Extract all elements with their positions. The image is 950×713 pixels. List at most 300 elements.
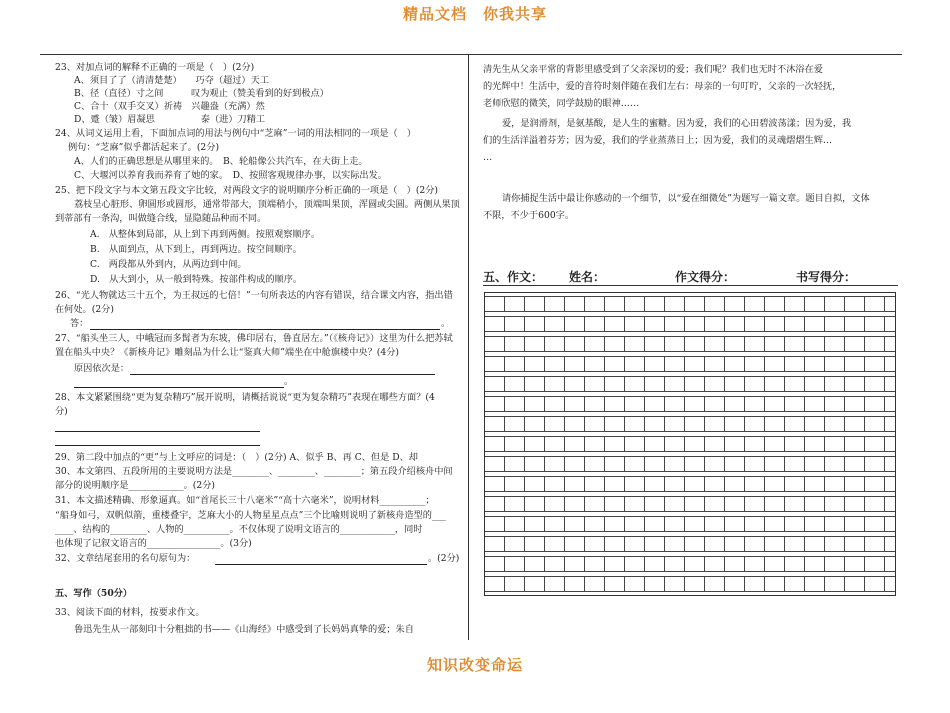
grid-cell[interactable] — [585, 297, 605, 311]
grid-cell[interactable] — [725, 377, 745, 391]
grid-cell[interactable] — [565, 397, 585, 411]
grid-cell[interactable] — [845, 437, 865, 451]
grid-cell[interactable] — [645, 577, 665, 591]
grid-cell[interactable] — [625, 297, 645, 311]
grid-cell[interactable] — [525, 517, 545, 531]
grid-cell[interactable] — [785, 577, 805, 591]
grid-cell[interactable] — [565, 577, 585, 591]
grid-cell[interactable] — [625, 417, 645, 431]
grid-cell[interactable] — [825, 557, 845, 571]
grid-cell[interactable] — [685, 337, 705, 351]
grid-cell[interactable] — [825, 517, 845, 531]
grid-cell[interactable] — [845, 397, 865, 411]
grid-cell[interactable] — [565, 357, 585, 371]
grid-cell[interactable] — [745, 417, 765, 431]
grid-cell[interactable] — [545, 537, 565, 551]
grid-cell[interactable] — [765, 537, 785, 551]
grid-cell[interactable] — [785, 497, 805, 511]
grid-cell[interactable] — [725, 557, 745, 571]
grid-cell[interactable] — [705, 357, 725, 371]
grid-cell[interactable] — [825, 577, 845, 591]
grid-cell[interactable] — [605, 417, 625, 431]
grid-cell[interactable] — [805, 457, 825, 471]
grid-cell[interactable] — [845, 457, 865, 471]
grid-cell[interactable] — [825, 397, 845, 411]
grid-cell[interactable] — [745, 577, 765, 591]
grid-cell[interactable] — [705, 337, 725, 351]
grid-cell[interactable] — [545, 477, 565, 491]
grid-cell[interactable] — [765, 497, 785, 511]
grid-cell[interactable] — [745, 337, 765, 351]
grid-cell[interactable] — [505, 457, 525, 471]
grid-cell[interactable] — [585, 357, 605, 371]
grid-cell[interactable] — [665, 557, 685, 571]
answer-28-line-2[interactable] — [55, 436, 260, 446]
grid-cell[interactable] — [805, 377, 825, 391]
grid-cell[interactable] — [545, 577, 565, 591]
grid-cell[interactable] — [825, 417, 845, 431]
grid-cell[interactable] — [685, 557, 705, 571]
grid-cell[interactable] — [505, 337, 525, 351]
grid-cell[interactable] — [665, 497, 685, 511]
grid-cell[interactable] — [745, 357, 765, 371]
grid-cell[interactable] — [645, 477, 665, 491]
grid-cell[interactable] — [645, 317, 665, 331]
grid-cell[interactable] — [725, 297, 745, 311]
grid-cell[interactable] — [485, 457, 505, 471]
grid-cell[interactable] — [705, 437, 725, 451]
grid-cell[interactable] — [645, 457, 665, 471]
grid-cell[interactable] — [665, 377, 685, 391]
answer-28-line-1[interactable] — [55, 422, 260, 432]
grid-cell[interactable] — [525, 377, 545, 391]
grid-cell[interactable] — [545, 437, 565, 451]
grid-cell[interactable] — [625, 397, 645, 411]
grid-cell[interactable] — [765, 517, 785, 531]
name-label[interactable]: 姓名： — [569, 270, 606, 284]
grid-cell[interactable] — [605, 297, 625, 311]
grid-cell[interactable] — [565, 557, 585, 571]
grid-cell[interactable] — [485, 357, 505, 371]
grid-cell[interactable] — [645, 437, 665, 451]
grid-cell[interactable] — [845, 317, 865, 331]
grid-cell[interactable] — [785, 397, 805, 411]
grid-cell[interactable] — [645, 377, 665, 391]
grid-cell[interactable] — [585, 537, 605, 551]
grid-cell[interactable] — [725, 317, 745, 331]
grid-cell[interactable] — [665, 417, 685, 431]
grid-cell[interactable] — [765, 357, 785, 371]
grid-cell[interactable] — [665, 577, 685, 591]
grid-cell[interactable] — [565, 477, 585, 491]
grid-cell[interactable] — [865, 557, 885, 571]
grid-cell[interactable] — [645, 337, 665, 351]
grid-cell[interactable] — [825, 477, 845, 491]
grid-cell[interactable] — [705, 397, 725, 411]
grid-cell[interactable] — [525, 497, 545, 511]
grid-cell[interactable] — [805, 417, 825, 431]
grid-cell[interactable] — [565, 337, 585, 351]
grid-cell[interactable] — [785, 357, 805, 371]
grid-cell[interactable] — [565, 537, 585, 551]
grid-cell[interactable] — [785, 297, 805, 311]
grid-cell[interactable] — [725, 437, 745, 451]
grid-cell[interactable] — [705, 317, 725, 331]
grid-cell[interactable] — [845, 517, 865, 531]
grid-cell[interactable] — [865, 417, 885, 431]
grid-cell[interactable] — [725, 357, 745, 371]
grid-cell[interactable] — [845, 477, 865, 491]
grid-cell[interactable] — [865, 317, 885, 331]
grid-cell[interactable] — [605, 397, 625, 411]
grid-cell[interactable] — [845, 417, 865, 431]
grid-cell[interactable] — [825, 297, 845, 311]
grid-cell[interactable] — [785, 477, 805, 491]
grid-cell[interactable] — [525, 337, 545, 351]
grid-cell[interactable] — [665, 317, 685, 331]
grid-cell[interactable] — [865, 377, 885, 391]
grid-cell[interactable] — [845, 337, 865, 351]
grid-cell[interactable] — [725, 477, 745, 491]
grid-cell[interactable] — [585, 317, 605, 331]
grid-cell[interactable] — [525, 557, 545, 571]
grid-cell[interactable] — [545, 417, 565, 431]
grid-cell[interactable] — [825, 337, 845, 351]
grid-cell[interactable] — [545, 497, 565, 511]
grid-cell[interactable] — [585, 517, 605, 531]
grid-cell[interactable] — [545, 457, 565, 471]
grid-cell[interactable] — [605, 437, 625, 451]
grid-cell[interactable] — [485, 437, 505, 451]
grid-cell[interactable] — [825, 497, 845, 511]
grid-cell[interactable] — [705, 537, 725, 551]
grid-cell[interactable] — [605, 497, 625, 511]
grid-cell[interactable] — [685, 297, 705, 311]
grid-cell[interactable] — [585, 577, 605, 591]
grid-cell[interactable] — [785, 317, 805, 331]
grid-cell[interactable] — [525, 297, 545, 311]
grid-cell[interactable] — [625, 477, 645, 491]
grid-cell[interactable] — [625, 377, 645, 391]
grid-cell[interactable] — [485, 477, 505, 491]
grid-cell[interactable] — [785, 557, 805, 571]
grid-cell[interactable] — [785, 417, 805, 431]
grid-cell[interactable] — [805, 317, 825, 331]
grid-cell[interactable] — [505, 557, 525, 571]
grid-cell[interactable] — [585, 397, 605, 411]
grid-cell[interactable] — [545, 337, 565, 351]
grid-cell[interactable] — [605, 377, 625, 391]
grid-cell[interactable] — [685, 397, 705, 411]
grid-cell[interactable] — [685, 517, 705, 531]
grid-cell[interactable] — [765, 317, 785, 331]
grid-cell[interactable] — [845, 537, 865, 551]
grid-cell[interactable] — [785, 537, 805, 551]
grid-cell[interactable] — [645, 417, 665, 431]
grid-cell[interactable] — [705, 417, 725, 431]
grid-cell[interactable] — [765, 377, 785, 391]
grid-cell[interactable] — [585, 557, 605, 571]
grid-cell[interactable] — [705, 497, 725, 511]
grid-cell[interactable] — [505, 357, 525, 371]
grid-cell[interactable] — [525, 537, 545, 551]
grid-cell[interactable] — [765, 457, 785, 471]
grid-cell[interactable] — [505, 377, 525, 391]
grid-cell[interactable] — [485, 517, 505, 531]
answer-27-line-2[interactable] — [74, 378, 284, 388]
grid-cell[interactable] — [805, 577, 825, 591]
grid-cell[interactable] — [665, 437, 685, 451]
grid-cell[interactable] — [545, 397, 565, 411]
grid-cell[interactable] — [665, 297, 685, 311]
grid-cell[interactable] — [845, 357, 865, 371]
grid-cell[interactable] — [745, 437, 765, 451]
grid-cell[interactable] — [825, 437, 845, 451]
grid-cell[interactable] — [705, 577, 725, 591]
grid-cell[interactable] — [805, 477, 825, 491]
grid-cell[interactable] — [545, 297, 565, 311]
grid-cell[interactable] — [745, 557, 765, 571]
grid-cell[interactable] — [505, 397, 525, 411]
grid-cell[interactable] — [565, 317, 585, 331]
grid-cell[interactable] — [545, 517, 565, 531]
grid-cell[interactable] — [645, 397, 665, 411]
grid-cell[interactable] — [665, 397, 685, 411]
grid-cell[interactable] — [865, 477, 885, 491]
grid-cell[interactable] — [825, 317, 845, 331]
grid-cell[interactable] — [485, 537, 505, 551]
grid-cell[interactable] — [865, 457, 885, 471]
grid-cell[interactable] — [625, 357, 645, 371]
grid-cell[interactable] — [505, 537, 525, 551]
grid-cell[interactable] — [765, 397, 785, 411]
grid-cell[interactable] — [485, 557, 505, 571]
grid-cell[interactable] — [505, 417, 525, 431]
grid-cell[interactable] — [745, 397, 765, 411]
grid-cell[interactable] — [765, 297, 785, 311]
grid-cell[interactable] — [605, 357, 625, 371]
grid-cell[interactable] — [545, 377, 565, 391]
grid-cell[interactable] — [805, 517, 825, 531]
grid-cell[interactable] — [785, 377, 805, 391]
grid-cell[interactable] — [865, 577, 885, 591]
grid-cell[interactable] — [485, 377, 505, 391]
grid-cell[interactable] — [685, 577, 705, 591]
grid-cell[interactable] — [845, 557, 865, 571]
grid-cell[interactable] — [865, 497, 885, 511]
grid-cell[interactable] — [665, 517, 685, 531]
grid-cell[interactable] — [805, 357, 825, 371]
grid-cell[interactable] — [645, 557, 665, 571]
grid-cell[interactable] — [745, 457, 765, 471]
grid-cell[interactable] — [685, 377, 705, 391]
grid-cell[interactable] — [725, 417, 745, 431]
grid-cell[interactable] — [605, 577, 625, 591]
grid-cell[interactable] — [585, 377, 605, 391]
grid-cell[interactable] — [625, 517, 645, 531]
grid-cell[interactable] — [805, 557, 825, 571]
grid-cell[interactable] — [805, 397, 825, 411]
answer-27-line-1[interactable] — [130, 365, 435, 375]
grid-cell[interactable] — [665, 457, 685, 471]
grid-cell[interactable] — [505, 577, 525, 591]
grid-cell[interactable] — [585, 337, 605, 351]
grid-cell[interactable] — [585, 477, 605, 491]
grid-cell[interactable] — [725, 397, 745, 411]
grid-cell[interactable] — [645, 497, 665, 511]
grid-cell[interactable] — [845, 497, 865, 511]
grid-cell[interactable] — [725, 457, 745, 471]
grid-cell[interactable] — [765, 557, 785, 571]
grid-cell[interactable] — [585, 437, 605, 451]
grid-cell[interactable] — [705, 557, 725, 571]
grid-cell[interactable] — [745, 317, 765, 331]
grid-cell[interactable] — [525, 317, 545, 331]
grid-cell[interactable] — [645, 517, 665, 531]
grid-cell[interactable] — [745, 517, 765, 531]
grid-cell[interactable] — [725, 517, 745, 531]
grid-cell[interactable] — [865, 397, 885, 411]
grid-cell[interactable] — [505, 317, 525, 331]
grid-cell[interactable] — [525, 577, 545, 591]
grid-cell[interactable] — [485, 577, 505, 591]
grid-cell[interactable] — [525, 357, 545, 371]
grid-cell[interactable] — [565, 437, 585, 451]
grid-cell[interactable] — [605, 517, 625, 531]
grid-cell[interactable] — [485, 297, 505, 311]
grid-cell[interactable] — [525, 437, 545, 451]
grid-cell[interactable] — [805, 337, 825, 351]
grid-cell[interactable] — [825, 457, 845, 471]
grid-cell[interactable] — [545, 557, 565, 571]
grid-cell[interactable] — [765, 437, 785, 451]
grid-cell[interactable] — [665, 337, 685, 351]
grid-cell[interactable] — [645, 537, 665, 551]
grid-cell[interactable] — [505, 517, 525, 531]
grid-cell[interactable] — [565, 377, 585, 391]
grid-cell[interactable] — [605, 337, 625, 351]
grid-cell[interactable] — [625, 337, 645, 351]
grid-cell[interactable] — [545, 357, 565, 371]
grid-cell[interactable] — [605, 317, 625, 331]
answer-26-line[interactable] — [90, 320, 440, 330]
grid-cell[interactable] — [685, 317, 705, 331]
grid-cell[interactable] — [765, 577, 785, 591]
grid-cell[interactable] — [585, 497, 605, 511]
grid-cell[interactable] — [765, 417, 785, 431]
grid-cell[interactable] — [525, 477, 545, 491]
grid-cell[interactable] — [605, 557, 625, 571]
grid-cell[interactable] — [685, 457, 705, 471]
grid-cell[interactable] — [485, 497, 505, 511]
grid-cell[interactable] — [805, 537, 825, 551]
grid-cell[interactable] — [845, 377, 865, 391]
grid-cell[interactable] — [785, 337, 805, 351]
grid-cell[interactable] — [505, 437, 525, 451]
grid-cell[interactable] — [485, 417, 505, 431]
grid-cell[interactable] — [805, 497, 825, 511]
grid-cell[interactable] — [745, 377, 765, 391]
grid-cell[interactable] — [485, 397, 505, 411]
grid-cell[interactable] — [745, 537, 765, 551]
grid-cell[interactable] — [705, 517, 725, 531]
grid-cell[interactable] — [825, 537, 845, 551]
grid-cell[interactable] — [565, 417, 585, 431]
grid-cell[interactable] — [645, 297, 665, 311]
grid-cell[interactable] — [625, 537, 645, 551]
grid-cell[interactable] — [805, 297, 825, 311]
grid-cell[interactable] — [845, 577, 865, 591]
grid-cell[interactable] — [685, 477, 705, 491]
grid-cell[interactable] — [685, 497, 705, 511]
grid-cell[interactable] — [865, 357, 885, 371]
grid-cell[interactable] — [765, 337, 785, 351]
grid-cell[interactable] — [665, 477, 685, 491]
grid-cell[interactable] — [705, 457, 725, 471]
grid-cell[interactable] — [605, 477, 625, 491]
grid-cell[interactable] — [865, 297, 885, 311]
grid-cell[interactable] — [625, 437, 645, 451]
grid-cell[interactable] — [525, 457, 545, 471]
grid-cell[interactable] — [565, 297, 585, 311]
grid-cell[interactable] — [865, 337, 885, 351]
grid-cell[interactable] — [585, 417, 605, 431]
grid-cell[interactable] — [525, 397, 545, 411]
grid-cell[interactable] — [685, 537, 705, 551]
grid-cell[interactable] — [865, 517, 885, 531]
grid-cell[interactable] — [825, 377, 845, 391]
grid-cell[interactable] — [625, 457, 645, 471]
answer-32-line[interactable] — [215, 555, 427, 565]
grid-cell[interactable] — [625, 317, 645, 331]
grid-cell[interactable] — [625, 497, 645, 511]
grid-cell[interactable] — [505, 477, 525, 491]
grid-cell[interactable] — [565, 457, 585, 471]
grid-cell[interactable] — [785, 457, 805, 471]
grid-cell[interactable] — [745, 297, 765, 311]
grid-cell[interactable] — [625, 557, 645, 571]
grid-cell[interactable] — [685, 437, 705, 451]
grid-cell[interactable] — [605, 457, 625, 471]
grid-cell[interactable] — [705, 297, 725, 311]
grid-cell[interactable] — [665, 357, 685, 371]
grid-cell[interactable] — [825, 357, 845, 371]
grid-cell[interactable] — [605, 537, 625, 551]
grid-cell[interactable] — [725, 497, 745, 511]
composition-grid[interactable] — [484, 292, 896, 596]
grid-cell[interactable] — [485, 337, 505, 351]
grid-cell[interactable] — [765, 477, 785, 491]
grid-cell[interactable] — [505, 297, 525, 311]
grid-cell[interactable] — [665, 537, 685, 551]
grid-cell[interactable] — [585, 457, 605, 471]
grid-cell[interactable] — [565, 497, 585, 511]
grid-cell[interactable] — [525, 417, 545, 431]
grid-cell[interactable] — [745, 497, 765, 511]
grid-cell[interactable] — [865, 437, 885, 451]
grid-cell[interactable] — [785, 437, 805, 451]
grid-cell[interactable] — [645, 357, 665, 371]
grid-cell[interactable] — [745, 477, 765, 491]
grid-cell[interactable] — [705, 377, 725, 391]
grid-cell[interactable] — [485, 317, 505, 331]
grid-cell[interactable] — [625, 577, 645, 591]
grid-cell[interactable] — [705, 477, 725, 491]
grid-cell[interactable] — [685, 417, 705, 431]
grid-cell[interactable] — [565, 517, 585, 531]
grid-cell[interactable] — [845, 297, 865, 311]
grid-cell[interactable] — [725, 537, 745, 551]
